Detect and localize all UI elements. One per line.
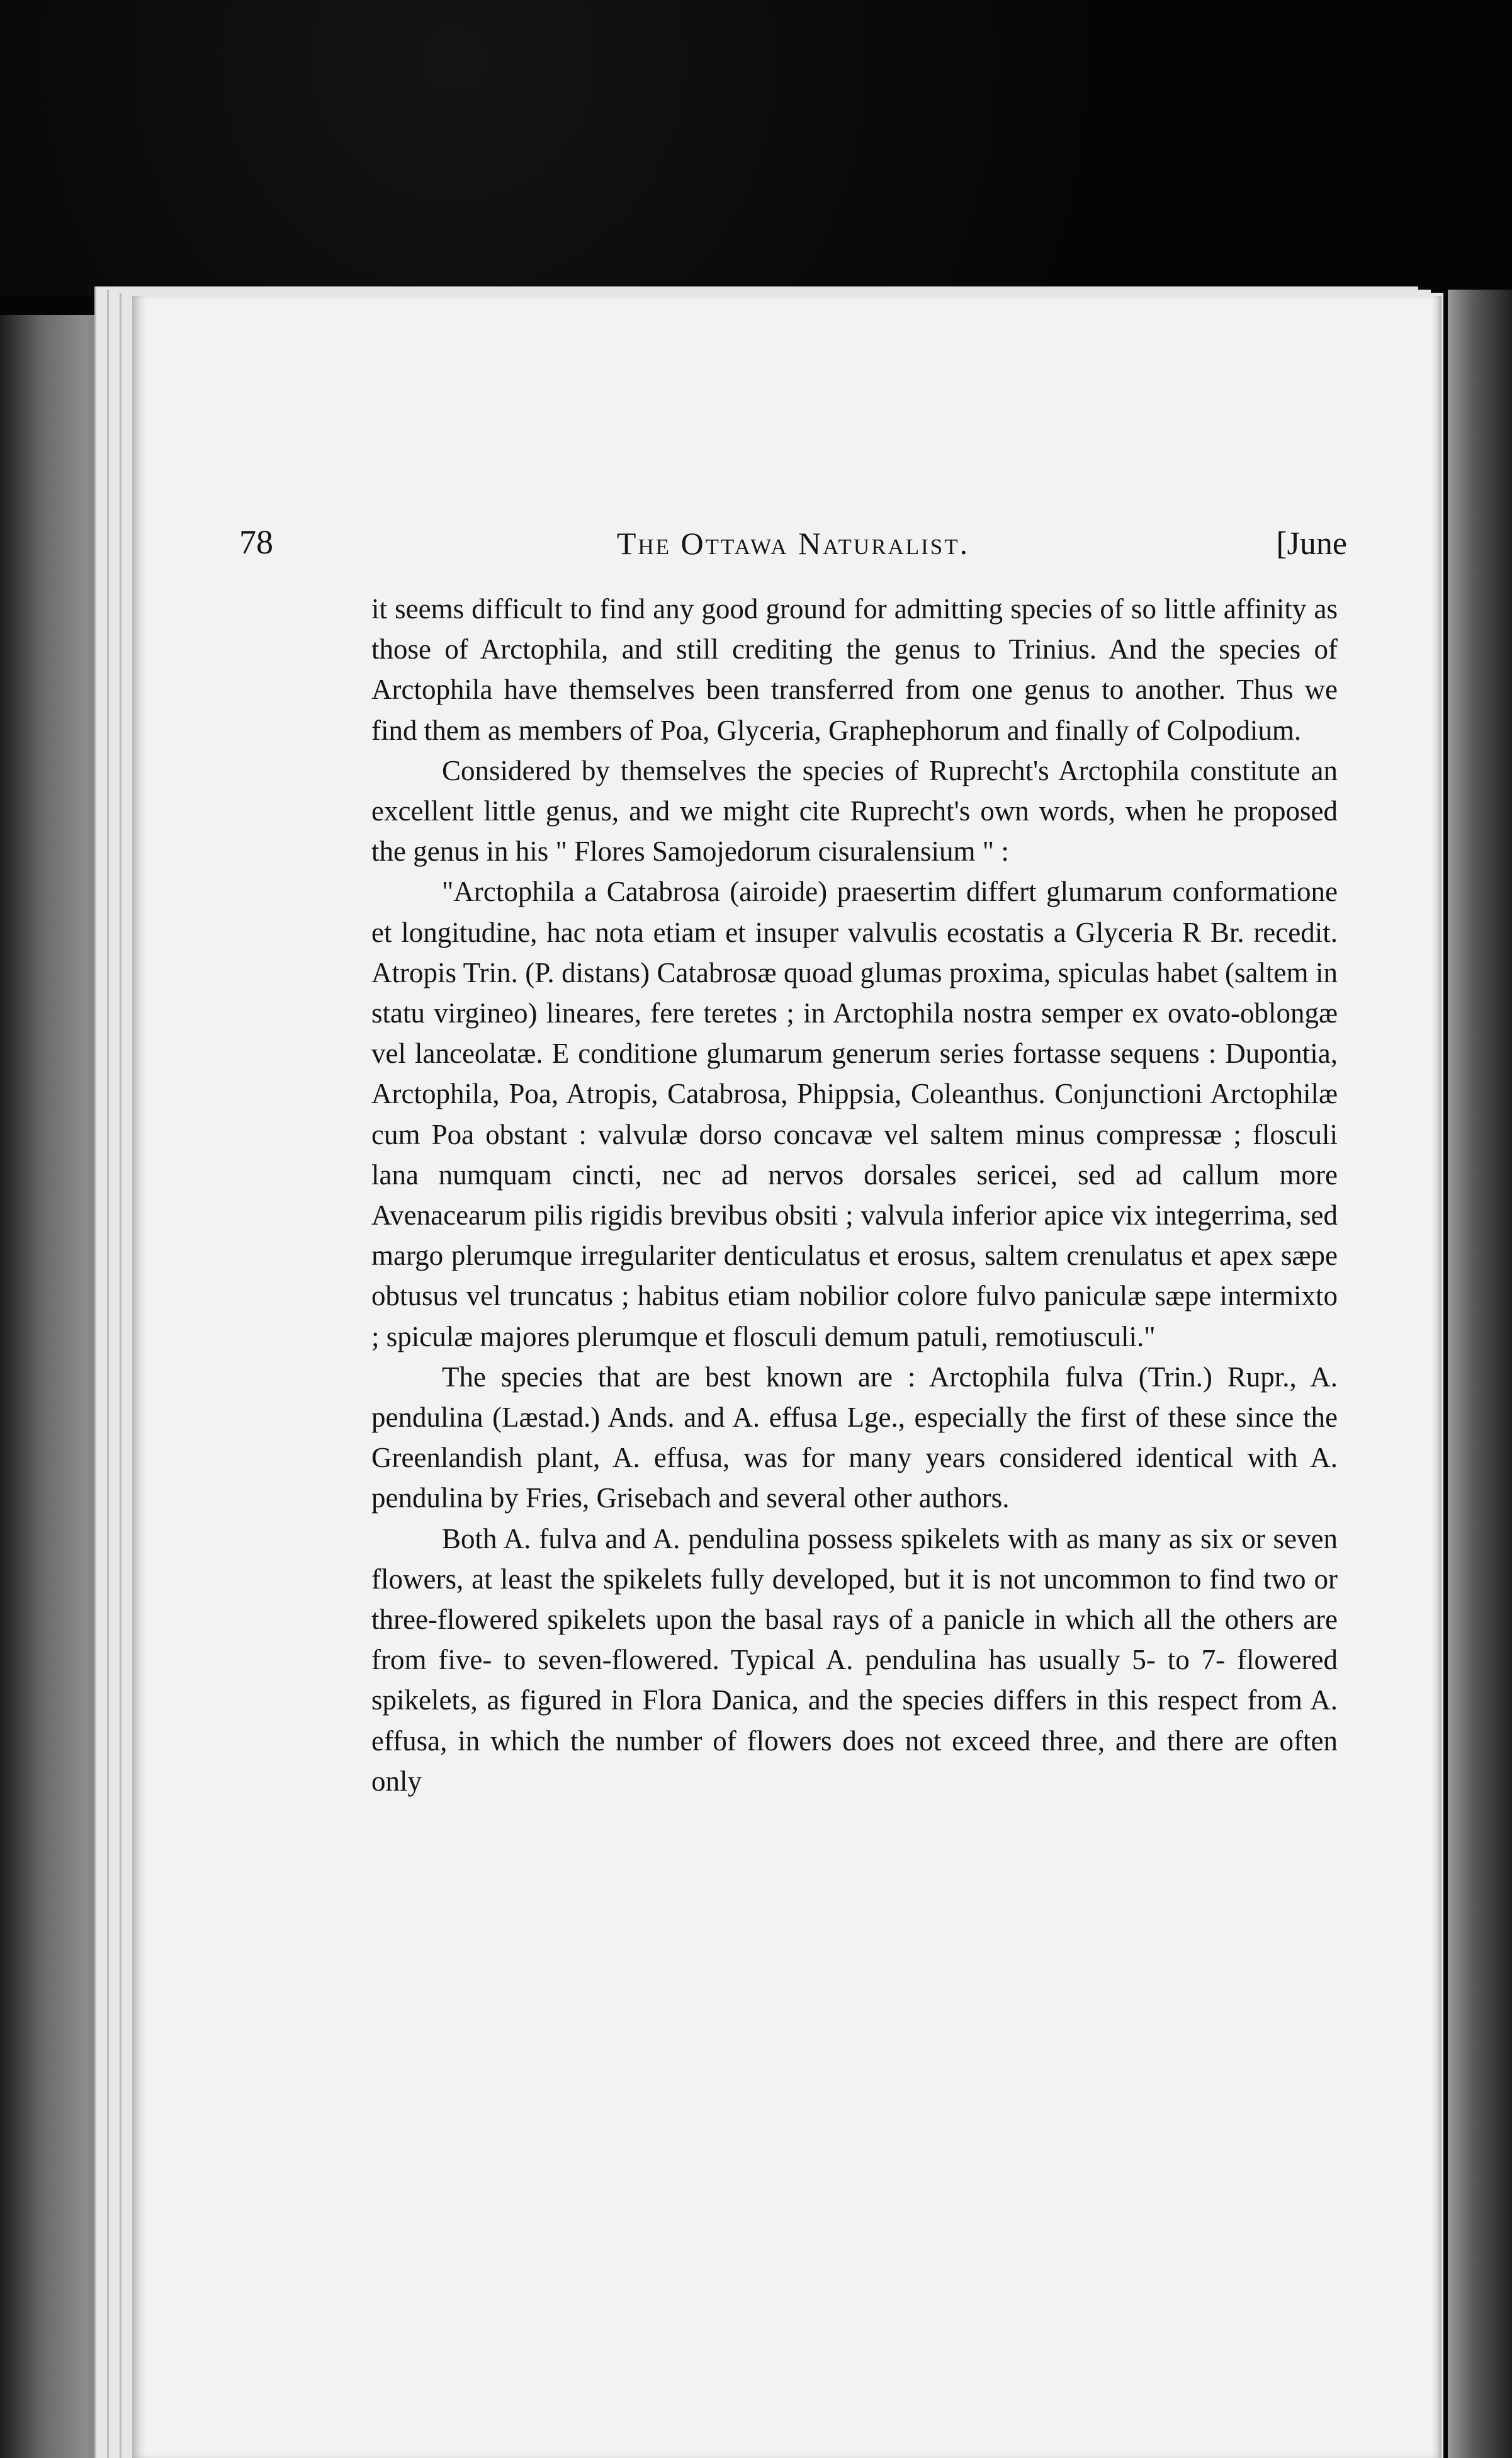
paragraph: The species that are best known are : Arctophila fulva (Trin.) Rupr., A. pendulina (Læstad.) Ands. and A. effusa Lge., especially the first of these since the Greenlandish plant, A. effusa, was for many years considered identical with A. pendulina by Fries, Grisebach and several other authors. bbox=[371, 1361, 1338, 1514]
page-header bbox=[239, 523, 1347, 573]
page-number: 78 bbox=[239, 523, 273, 561]
paragraph: Considered by themselves the species of Ruprecht's Arctophila constitute an excellent little genus, and we might cite Ruprecht's own words, when he proposed the genus in his " Flores Samojedorum cisuralensium " : bbox=[371, 754, 1338, 868]
running-title: The Ottawa Naturalist. bbox=[616, 526, 970, 561]
latin-quotation: "Arctophila a Catabrosa (airoide) praesertim differt glumarum conformatione et longitudine, hac nota etiam et insuper valvulis ecostatis a Glyceria R Br. recedit. Atropis Trin. (P. distans) Catabrosæ quoad glumas proxima, spiculas habet (saltem in statu virgineo) lineares, fere teretes ; in Arctophila nostra semper ex ovato-oblongæ vel lanceolatæ. E conditione glumarum generum series fortasse sequens : Dupontia, Arctophila, Poa, Atropis, Catabrosa, Phippsia, Coleanthus. Conjunctioni Arctophilæ cum Poa obstant : valvulæ dorso concavæ vel saltem minus compressæ ; flosculi lana numquam cincti, nec ad nervos dorsales sericei, sed ad callum more Avenacearum pilis rigidis brevibus obsiti ; valvula inferior apice vix integerrima, sed margo plerumque irregulariter denticulatus et erosus, saltem crenulatus et apex sæpe obtusus vel truncatus ; habitus etiam nobilior colore fulvo paniculæ sæpe intermixto ; spiculæ majores plerumque et flosculi demum patuli, remotiusculi." bbox=[371, 876, 1338, 1352]
issue-month: [June bbox=[1276, 526, 1347, 562]
scan-edge-left bbox=[0, 315, 107, 2458]
paragraph: Both A. fulva and A. pendulina possess spikelets with as many as six or seven flowers, at least the spikelets fully developed, but it is not uncommon to find two or three-flowered spikelets upon the basal rays of a panicle in which all the others are from five- to seven-flowered. Typical A. pendulina has usually 5- to 7- flowered spikelets, as figured in Flora Danica, and the species differs in this respect from A. effusa, in which the number of flowers does not exceed three, and there are often only bbox=[371, 1522, 1338, 1797]
article-body bbox=[371, 589, 1338, 1801]
scan-background-top bbox=[0, 0, 1512, 296]
scan-edge-right bbox=[1448, 290, 1512, 2458]
paragraph: it seems difficult to find any good ground for admitting species of so little affinity as those of Arctophila, and still crediting the genus to Trinius. And the species of Arctophila have themselves been transferred from one genus to another. Thus we find them as members of Poa, Glyceria, Graphephorum and finally of Colpodium. bbox=[371, 593, 1338, 746]
